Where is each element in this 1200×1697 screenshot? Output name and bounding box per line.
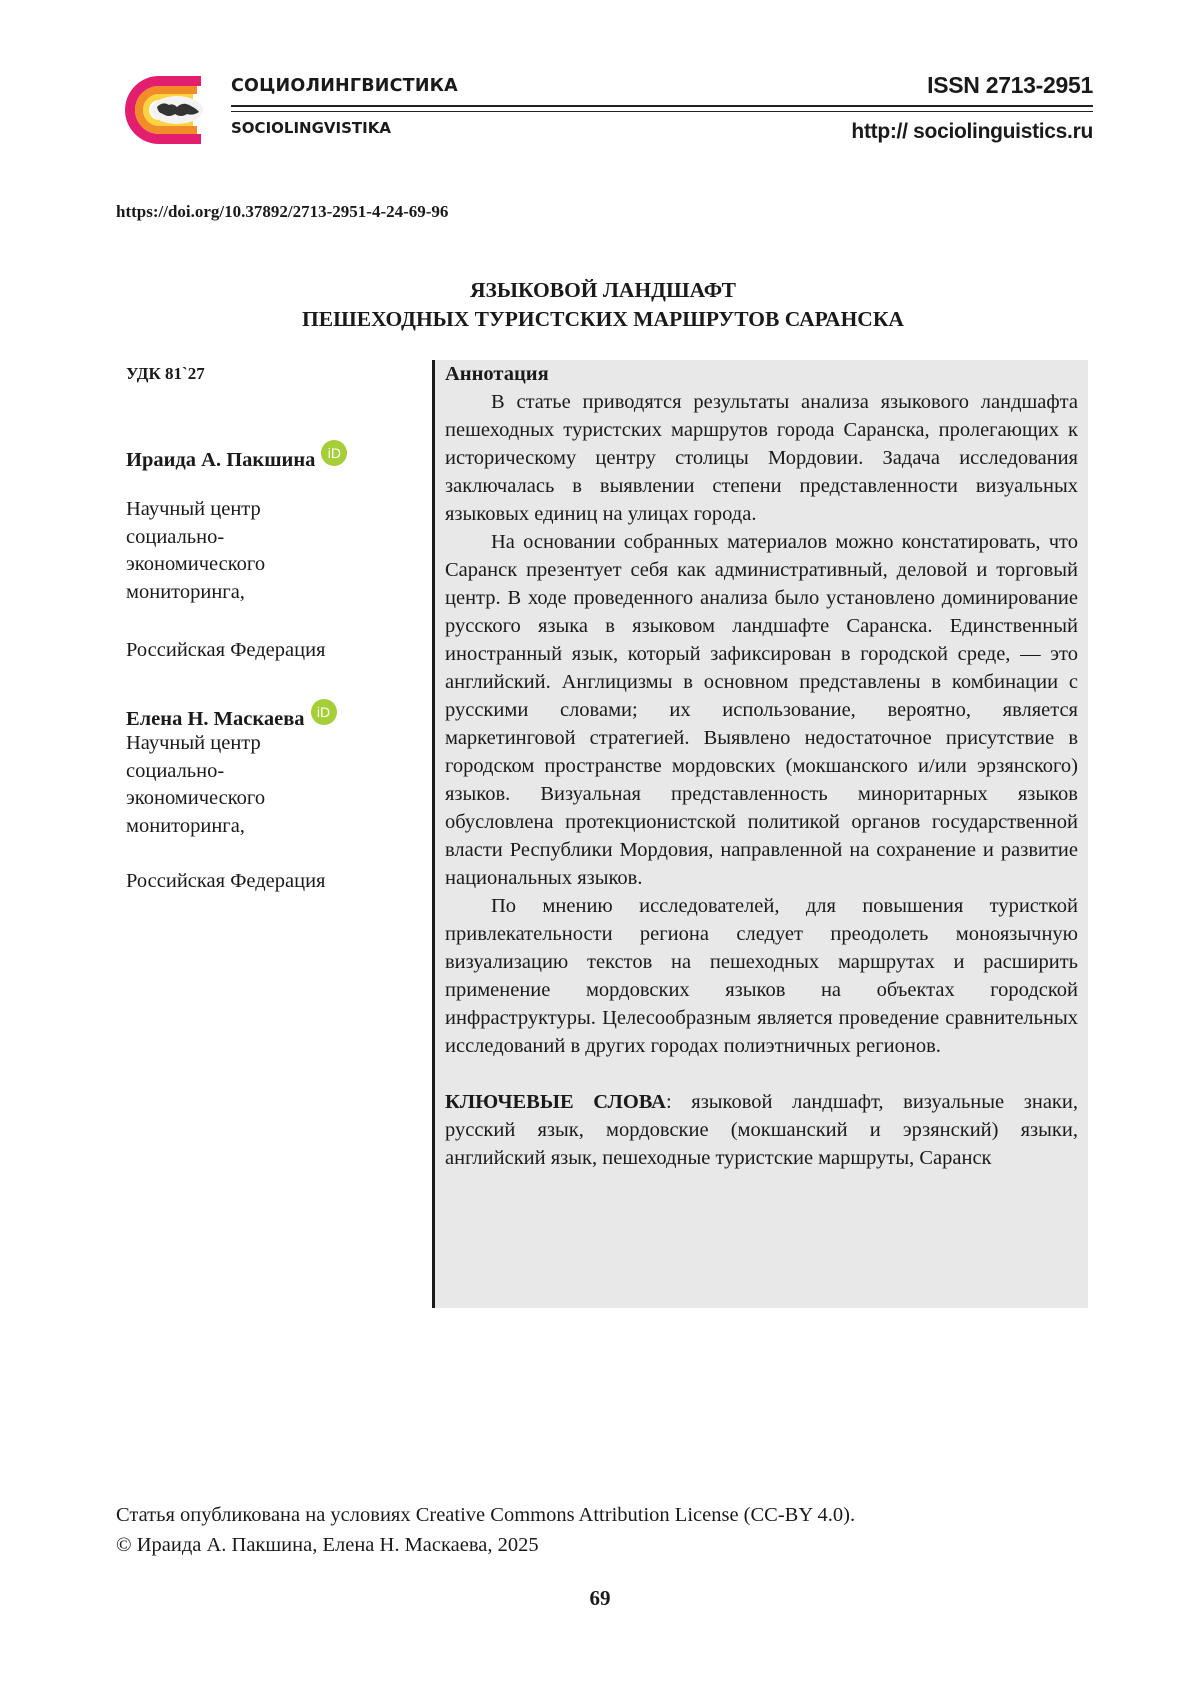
orcid-icon[interactable]: iD <box>311 699 337 725</box>
journal-header <box>113 70 1093 150</box>
keywords-text: : языковой ландшафт, визуальные знаки, русский язык, мордовские (мокшанский и эрзянский) языки, английский язык, пешеходные туристские маршруты, Саранск <box>445 1091 1078 1169</box>
keywords-label: КЛЮЧЕВЫЕ СЛОВА <box>445 1091 666 1113</box>
issn: ISSN 2713-2951 <box>927 72 1093 98</box>
keywords <box>445 1088 1078 1172</box>
author-2-country: Российская Федерация <box>126 870 326 892</box>
affiliation-line: мониторинга, <box>126 580 245 603</box>
license-footer <box>116 1500 855 1560</box>
affiliation-line: мониторинга, <box>126 814 245 837</box>
author-2-name-text: Елена Н. Маскаева <box>126 708 305 730</box>
author-name-2 <box>126 699 337 734</box>
affiliation-line: экономического <box>126 787 266 809</box>
header-rule-thin <box>231 111 1093 112</box>
affiliation-line: Научный центр <box>126 732 261 754</box>
journal-url[interactable]: http:// sociolinguistics.ru <box>851 120 1093 143</box>
copyright-text: © Ираида А. Пакшина, Елена Н. Маскаева, 2025 <box>116 1534 539 1556</box>
abstract-heading: Аннотация <box>445 363 549 385</box>
header-rule-thick <box>231 105 1093 107</box>
title-line-1: ЯЗЫКОВОЙ ЛАНДШАФТ <box>469 278 737 302</box>
doi-link[interactable]: https://doi.org/10.37892/2713-2951-4-24-69-96 <box>116 202 449 221</box>
author-1-name-text: Ираида А. Пакшина <box>126 449 316 471</box>
abstract-box <box>432 360 1088 1308</box>
affiliation-line: социально- <box>126 759 225 782</box>
author-name-1 <box>126 440 347 475</box>
journal-title-ru: СОЦИОЛИНГВИСТИКА <box>231 76 458 96</box>
author-1-country: Российская Федерация <box>126 639 326 661</box>
affiliation-line: Научный центр <box>126 498 261 520</box>
journal-logo-icon <box>113 74 211 146</box>
affiliation-line: социально- <box>126 525 225 548</box>
udk-code: УДК 81`27 <box>126 364 205 383</box>
article-title <box>113 276 1093 334</box>
title-line-2: ПЕШЕХОДНЫХ ТУРИСТСКИХ МАРШРУТОВ САРАНСКА <box>302 307 904 331</box>
license-text: Статья опубликована на условиях Creative Commons Attribution License (CC-BY 4.0). <box>116 1504 856 1526</box>
abstract-paragraph: На основании собранных материалов можно констатировать, что Саранск презентует себя как административный, деловой и торговый центр. В ходе проведенного анализа было установлено доминирование русского языка в языковом ландшафте Саранска. Единственный иностранный язык, который зафиксирован в городской среде, — это английский. Англицизмы в основном представлены в комбинации с русскими словами; их использование, вероятно, является маркетинговой стратегией. Выявлено недостаточное присутствие в городском пространстве мордовских (мокшанского и/или эрзянского) языков. Визуальная представленность миноритарных языков обусловлена протекционистской политикой органов государственной власти Республики Мордовия, направленной на сохранение и развитие национальных языков. <box>445 531 1078 889</box>
abstract-paragraph: По мнению исследователей, для повышения туристкой привлекательности региона следует преодолеть моноязычную визуализацию текстов на пешеходных маршрутах и расширить применение мордовских языков на объектах городской инфраструктуры. Целесообразным является проведение сравнительных исследований в других городах полиэтничных регионов. <box>445 895 1078 1057</box>
page-number: 69 <box>589 1586 611 1610</box>
affiliation-line: экономического <box>126 553 266 575</box>
orcid-icon[interactable]: iD <box>321 440 347 466</box>
author-2-affiliation <box>126 730 386 840</box>
author-1-affiliation <box>126 496 386 606</box>
journal-title-en: SOCIOLINGVISTIKA <box>231 119 391 137</box>
abstract-paragraph: В статье приводятся результаты анализа языкового ландшафта пешеходных туристских маршрутов города Саранска, пролегающих к историческому центру столицы Мордовии. Задача исследования заключалась в выявлении степени представленности визуальных языковых единиц на улицах города. <box>445 391 1078 525</box>
